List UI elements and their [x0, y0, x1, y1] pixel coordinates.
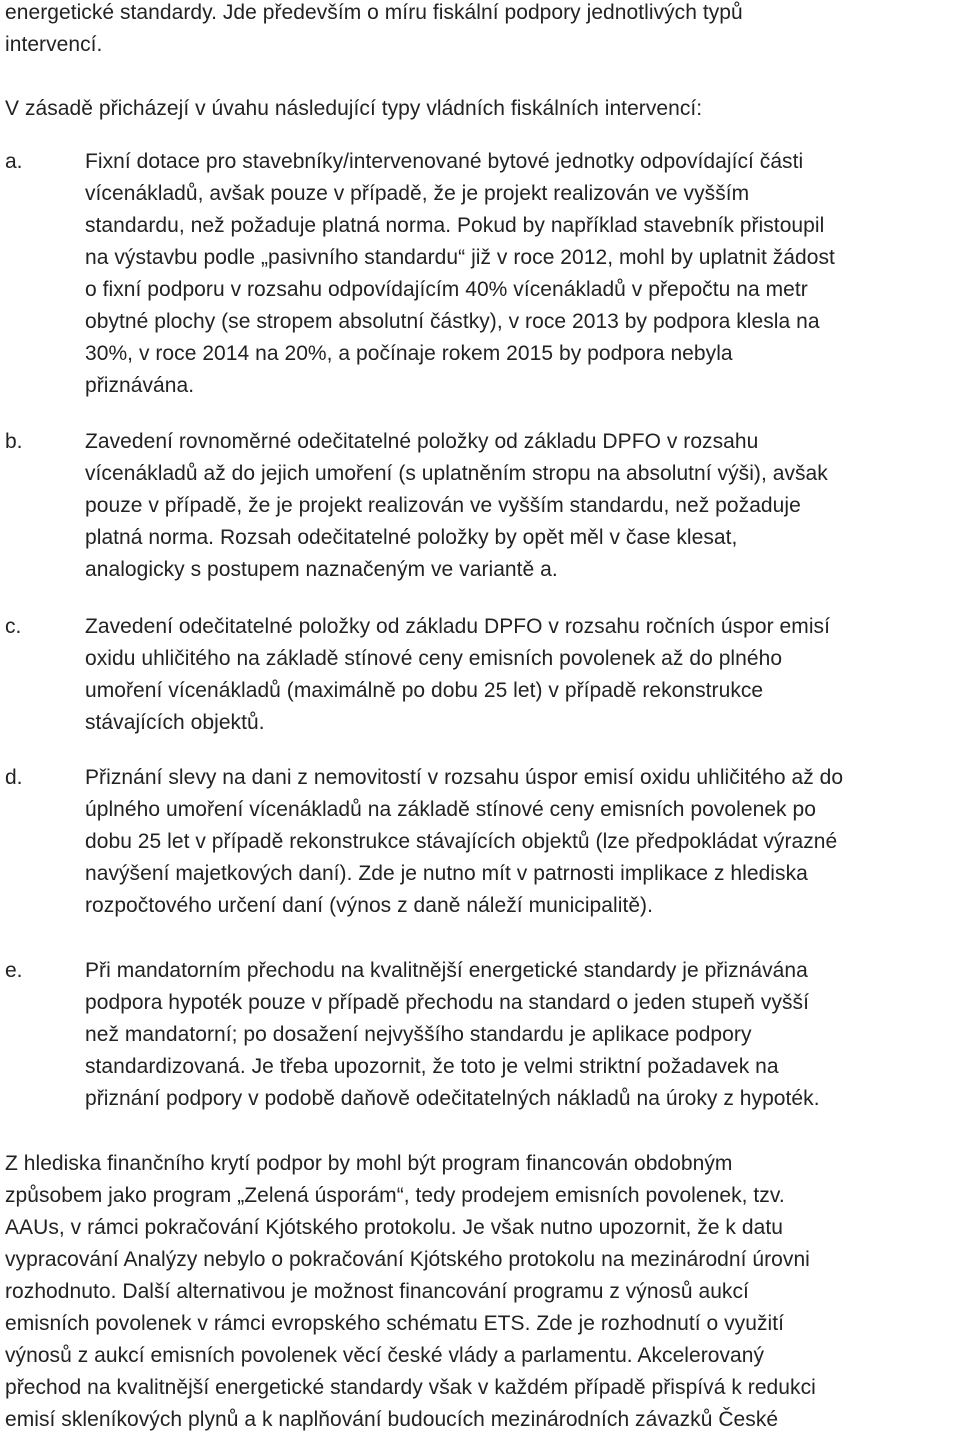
lead-in-paragraph: V zásadě přicházejí v úvahu následující typy vládních fiskálních intervencí: [5, 97, 703, 120]
list-marker: d. [5, 766, 23, 789]
list-item-text [85, 146, 835, 402]
item-line: oxidu uhličitého na základě stínové ceny emisních povolenek až do plného [85, 647, 783, 670]
item-line: vícenákladů, avšak pouze v případě, že je projekt realizován ve vyšším [85, 182, 750, 205]
closing-line: přechod na kvalitnější energetické standardy však v každém případě přispívá k redukci [5, 1376, 816, 1399]
item-line: Přiznání slevy na dani z nemovitostí v rozsahu úspor emisí oxidu uhličitého až do [85, 766, 844, 789]
item-line: stávajících objektů. [85, 711, 265, 734]
closing-line: způsobem jako program „Zelená úsporám“, tedy prodejem emisních povolenek, tzv. [5, 1184, 785, 1207]
closing-line: emisních povolenek v rámci evropského schématu ETS. Zde je rozhodnutí o využití [5, 1312, 784, 1335]
item-line: pouze v případě, že je projekt realizován ve vyšším standardu, než požaduje [85, 494, 801, 517]
list-marker: b. [5, 430, 23, 453]
closing-line: vypracování Analýzy nebylo o pokračování Kjótského protokolu na mezinárodní úrovni [5, 1248, 810, 1271]
list-marker: c. [5, 615, 22, 638]
closing-line: emisí skleníkových plynů a k naplňování budoucích mezinárodních závazků České [5, 1408, 779, 1431]
closing-line: Z hlediska finančního krytí podpor by mohl být program financován obdobným [5, 1152, 733, 1175]
list-item-text [85, 762, 843, 922]
item-line: Při mandatorním přechodu na kvalitnější energetické standardy je přiznávána [85, 959, 808, 982]
item-line: standardizovaná. Je třeba upozornit, že toto je velmi striktní požadavek na [85, 1055, 779, 1078]
item-line: přiznání podpory v podobě daňově odečitatelných nákladů na úroky z hypoték. [85, 1087, 820, 1110]
list-marker: a. [5, 150, 23, 173]
list-item-text [85, 955, 820, 1115]
item-line: vícenákladů až do jejich umoření (s uplatněním stropu na absolutní výši), avšak [85, 462, 828, 485]
item-line: obytné plochy (se stropem absolutní částky), v roce 2013 by podpora klesla na [85, 310, 820, 333]
item-line: o fixní podporu v rozsahu odpovídajícím 40% vícenákladů v přepočtu na metr [85, 278, 808, 301]
intro-line: energetické standardy. Jde především o míru fiskální podpory jednotlivých typů [5, 1, 743, 24]
item-line: než mandatorní; po dosažení nejvyššího standardu je aplikace podpory [85, 1023, 752, 1046]
intro-line: intervencí. [5, 33, 103, 56]
item-line: podpora hypoték pouze v případě přechodu na standard o jeden stupeň vyšší [85, 991, 809, 1014]
closing-line: výnosů z aukcí emisních povolenek věcí české vlády a parlamentu. Akcelerovaný [5, 1344, 765, 1367]
closing-line: AAUs, v rámci pokračování Kjótského protokolu. Je však nutno upozornit, že k datu [5, 1216, 783, 1239]
item-line: na výstavbu podle „pasivního standardu“ již v roce 2012, mohl by uplatnit žádost [85, 246, 835, 269]
item-line: 30%, v roce 2014 na 20%, a počínaje rokem 2015 by podpora nebyla [85, 342, 733, 365]
item-line: rozpočtového určení daní (výnos z daně náleží municipalitě). [85, 894, 653, 917]
list-item-text [85, 611, 830, 739]
item-line: Fixní dotace pro stavebníky/intervenované bytové jednotky odpovídající části [85, 150, 804, 173]
closing-line: rozhodnuto. Další alternativou je možnost financování programu z výnosů aukcí [5, 1280, 749, 1303]
list-marker: e. [5, 959, 23, 982]
item-line: analogicky s postupem naznačeným ve variantě a. [85, 558, 558, 581]
item-line: úplného umoření vícenákladů na základě stínové ceny emisních povolenek po [85, 798, 816, 821]
item-line: umoření vícenákladů (maximálně po dobu 25 let) v případě rekonstrukce [85, 679, 764, 702]
item-line: platná norma. Rozsah odečitatelné položky by opět měl v čase klesat, [85, 526, 738, 549]
item-line: Zavedení rovnoměrné odečitatelné položky od základu DPFO v rozsahu [85, 430, 759, 453]
item-line: dobu 25 let v případě rekonstrukce stávajících objektů (lze předpokládat výrazné [85, 830, 838, 853]
list-item-text [85, 426, 828, 586]
item-line: přiznávána. [85, 374, 195, 397]
item-line: navýšení majetkových daní). Zde je nutno mít v patrnosti implikace z hlediska [85, 862, 808, 885]
item-line: Zavedení odečitatelné položky od základu DPFO v rozsahu ročních úspor emisí [85, 615, 830, 638]
item-line: standardu, než požaduje platná norma. Pokud by například stavebník přistoupil [85, 214, 825, 237]
